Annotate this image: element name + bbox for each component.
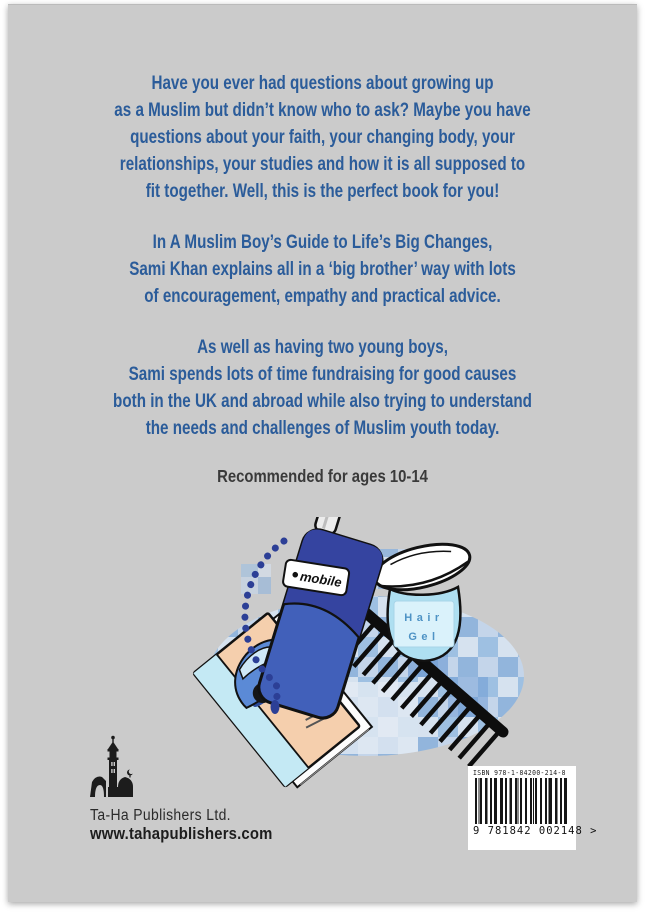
blurb-line: In A Muslim Boy’s Guide to Life’s Big Changes, [152,232,493,253]
phone-label-text: mobile [298,568,343,590]
blurb-line: as a Muslim but didn’t know who to ask? Maybe you have [114,100,531,121]
publisher-website: www.tahapublishers.com [90,825,273,843]
blurb-paragraph-3 [71,334,574,442]
barcode-isbn-text: ISBN 978-1-84200-214-8 [473,769,566,777]
barcode-bars [475,778,569,824]
blurb-line: questions about your faith, your changing body, your [130,127,515,148]
blurb-line: Have you ever had questions about growing up [151,73,494,94]
hair-gel-label-text-1: Hair [404,612,444,624]
checkered-patch [241,564,271,594]
hair-gel-label-text-2: Gel [408,631,440,643]
age-recommendation: Recommended for ages 10-14 [217,466,428,486]
blurb-line: Sami Khan explains all in a ‘big brother’ way with lots [129,259,516,280]
blurb-line: the needs and challenges of Muslim youth today. [145,418,500,439]
barcode [468,766,598,850]
blurb-line: of encouragement, empathy and practical advice. [144,286,501,307]
blurb-line: both in the UK and abroad while also trying to understand [113,391,532,412]
blurb-paragraph-2 [71,229,574,310]
mosque-minaret-logo-icon [90,735,136,797]
blurb-line: Sami spends lots of time fundraising for good causes [128,364,517,385]
blurb-line: fit together. Well, this is the perfect book for you! [145,181,500,202]
blurb-line: As well as having two young boys, [197,337,448,358]
publisher-name: Ta-Ha Publishers Ltd. [90,807,231,824]
blurb [8,70,637,487]
barcode-digits: 9 781842 002148 > [473,825,598,837]
blurb-paragraph-1 [71,70,574,205]
blurb-line: relationships, your studies and how it is all supposed to [119,154,526,175]
book-back-cover [8,4,637,902]
